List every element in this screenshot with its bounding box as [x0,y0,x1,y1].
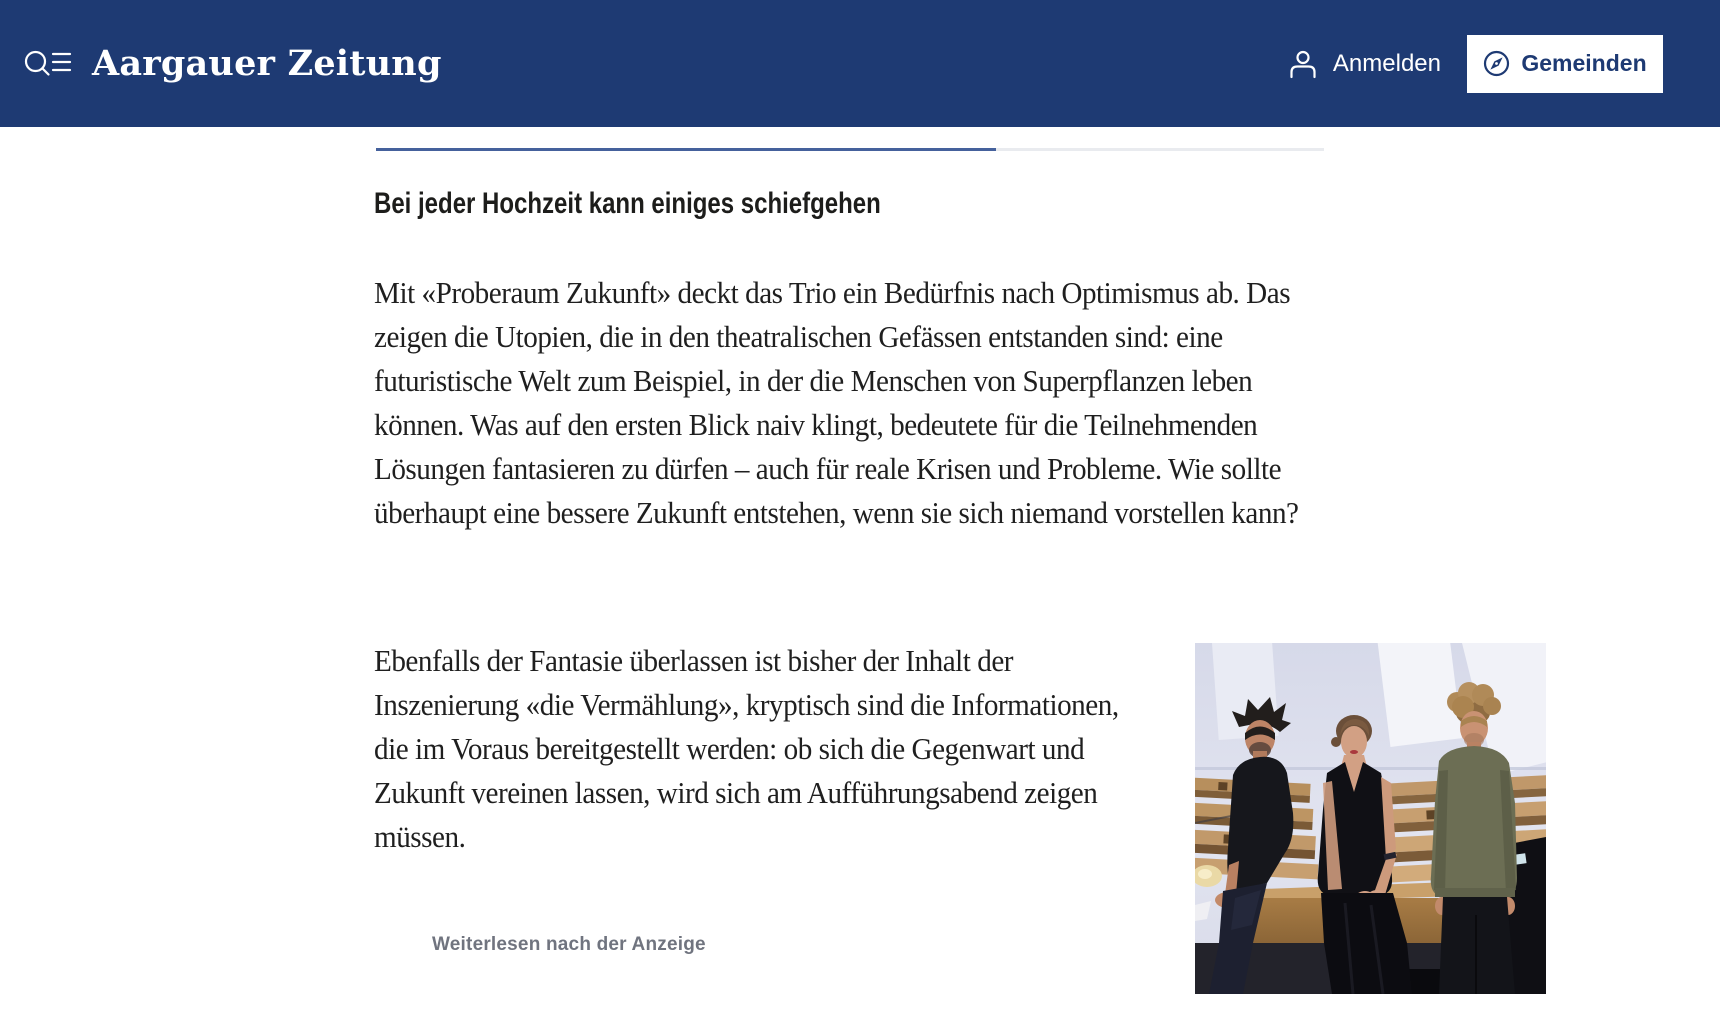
article-subheading: Bei jeder Hochzeit kann einiges schiefgehen [374,187,881,220]
communities-button-label: Gemeinden [1521,50,1647,76]
section-divider-accent [376,148,996,151]
brand-logo[interactable]: Aargauer Zeitung [92,43,442,84]
article-paragraph: Mit «Proberaum Zukunft» deckt das Trio ein Bedürfnis nach Optimismus ab. Das zeigen die Utopien, die in den theatralischen Gefässen entstanden sind: eine futuristische Welt zum Beispiel, in der die Menschen von Superpflanzen leben können. Was auf den ersten Blick naiv klingt, bedeutete für die Teilnehmenden Lösungen fantasieren zu dürfen – auch für reale Krisen und Probleme. Wie sollte überhaupt eine bessere Zukunft entstehen, wenn sie sich niemand vorstellen kann? [374,275,1299,530]
communities-button[interactable] [1467,35,1663,93]
login-label: Anmelden [1332,49,1441,77]
login-link[interactable] [1287,48,1441,80]
section-divider [376,148,1324,151]
header-right [1287,0,1663,127]
header-left [24,0,442,127]
user-icon [1287,48,1319,80]
site-header [0,0,1720,127]
article-photo[interactable] [1195,643,1546,994]
compass-icon [1483,50,1510,77]
article-paragraph: Ebenfalls der Fantasie überlassen ist bisher der Inhalt der Inszenierung «die Vermählung», kryptisch sind die Informationen, die im Voraus bereitgestellt werden: ob sich die Gegenwart und Zukunft vereinen lassen, wird sich am Aufführungsabend zeigen müssen. [374,643,1119,854]
article-photo-illustration [1195,643,1546,994]
ad-notice: Weiterlesen nach der Anzeige [432,934,706,955]
search-menu-icon[interactable] [24,49,72,79]
